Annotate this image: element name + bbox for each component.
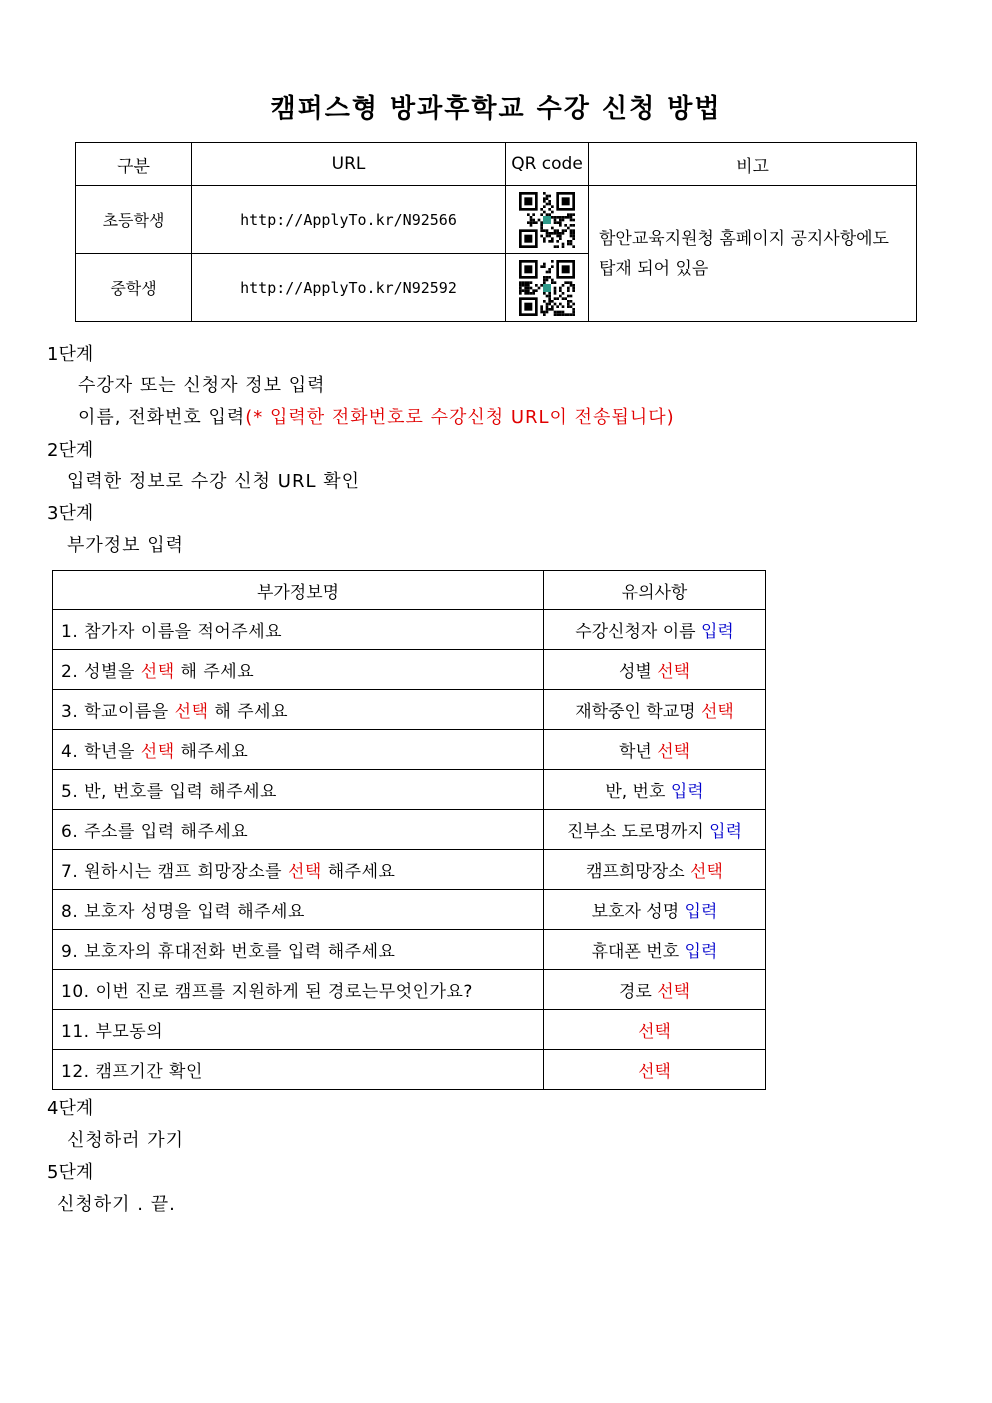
qr-cell xyxy=(506,186,589,254)
field-name-cell xyxy=(53,690,544,730)
field-note-cell xyxy=(544,890,766,930)
header-qr: QR code xyxy=(506,143,589,186)
field-name-cell xyxy=(53,1010,544,1050)
row-url-link[interactable]: http://ApplyTo.kr/N92592 xyxy=(192,254,506,322)
table-row xyxy=(53,890,766,930)
cell-text: 6. 주소를 입력 해주세요 xyxy=(61,822,249,842)
field-note-cell xyxy=(544,970,766,1010)
select-keyword: 선택 xyxy=(690,862,723,882)
header-category: 구분 xyxy=(76,143,192,186)
table-row xyxy=(53,650,766,690)
cell-text: 학년 xyxy=(618,742,658,762)
field-name-cell xyxy=(53,890,544,930)
cell-text: 경로 xyxy=(618,982,658,1002)
step-1-label: 1단계 xyxy=(47,344,94,365)
cell-text: 11. 부모동의 xyxy=(61,1022,164,1042)
field-note-cell xyxy=(544,850,766,890)
field-table-header xyxy=(53,571,766,610)
input-keyword: 입력 xyxy=(670,782,704,802)
cell-text: 캠프희망장소 xyxy=(586,862,691,882)
field-name-cell xyxy=(53,730,544,770)
step-5-line1: 신청하기 . 끝. xyxy=(57,1194,176,1215)
select-keyword: 선택 xyxy=(638,1062,671,1082)
cell-text: 9. 보호자의 휴대전화 번호를 입력 해주세요 xyxy=(61,942,396,962)
field-name-cell xyxy=(53,610,544,650)
select-keyword: 선택 xyxy=(174,702,209,722)
cell-text: 진부소 도로명까지 xyxy=(566,822,710,842)
field-name-cell xyxy=(53,810,544,850)
info-table-header xyxy=(76,143,917,186)
header-url: URL xyxy=(192,143,506,186)
field-name-cell xyxy=(53,930,544,970)
header-field-name: 부가정보명 xyxy=(53,571,544,610)
table-row xyxy=(76,186,917,254)
field-name-cell xyxy=(53,850,544,890)
cell-text: 보호자 성명 xyxy=(591,902,685,922)
step-2-line1: 입력한 정보로 수강 신청 URL 확인 xyxy=(67,471,360,492)
select-keyword: 선택 xyxy=(287,862,322,882)
cell-text: 해 주세요 xyxy=(174,662,255,682)
select-keyword: 선택 xyxy=(140,742,175,762)
field-note-cell xyxy=(544,650,766,690)
select-keyword: 선택 xyxy=(657,662,691,682)
field-table xyxy=(52,570,766,1090)
field-note-cell xyxy=(544,1050,766,1090)
cell-text: 휴대폰 번호 xyxy=(591,942,685,962)
field-note-cell xyxy=(544,730,766,770)
field-name-cell xyxy=(53,770,544,810)
field-note-cell xyxy=(544,810,766,850)
qr-code-icon[interactable] xyxy=(514,260,580,316)
cell-text: 재학중인 학교명 xyxy=(575,702,701,722)
table-row xyxy=(53,770,766,810)
field-note-cell xyxy=(544,930,766,970)
field-note-cell xyxy=(544,690,766,730)
header-note: 비고 xyxy=(589,143,917,186)
cell-text: 2. 성별을 xyxy=(61,662,141,682)
field-name-cell xyxy=(53,1050,544,1090)
select-keyword: 선택 xyxy=(140,662,175,682)
cell-text: 해 주세요 xyxy=(208,702,288,722)
cell-text: 7. 원하시는 캠프 희망장소를 xyxy=(61,862,288,882)
step-5-label: 5단계 xyxy=(47,1162,94,1183)
row-url-link[interactable]: http://ApplyTo.kr/N92566 xyxy=(192,186,506,254)
table-row xyxy=(53,1050,766,1090)
table-row xyxy=(53,610,766,650)
field-name-cell xyxy=(53,650,544,690)
table-row xyxy=(53,690,766,730)
cell-text: 5. 반, 번호를 입력 해주세요 xyxy=(61,782,277,802)
step-1-line1: 수강자 또는 신청자 정보 입력 xyxy=(78,375,326,396)
cell-text: 4. 학년을 xyxy=(61,742,141,762)
table-row xyxy=(53,730,766,770)
row-category: 중학생 xyxy=(76,254,192,322)
info-table xyxy=(75,142,917,322)
field-note-cell xyxy=(544,1010,766,1050)
header-field-note: 유의사항 xyxy=(544,571,766,610)
table-row xyxy=(53,930,766,970)
qr-cell xyxy=(506,254,589,322)
table-row xyxy=(53,810,766,850)
step-4-label: 4단계 xyxy=(47,1098,94,1119)
qr-code-icon[interactable] xyxy=(514,192,580,248)
field-note-cell xyxy=(544,610,766,650)
input-keyword: 입력 xyxy=(684,902,718,922)
select-keyword: 선택 xyxy=(700,702,734,722)
cell-text: 12. 캠프기간 확인 xyxy=(61,1062,203,1082)
input-keyword: 입력 xyxy=(709,822,743,842)
cell-text: 해주세요 xyxy=(321,862,396,882)
step-1-line2-text: 이름, 전화번호 입력 xyxy=(78,407,246,428)
field-name-cell xyxy=(53,970,544,1010)
cell-text: 반, 번호 xyxy=(605,782,671,802)
step-4-line1: 신청하러 가기 xyxy=(67,1130,185,1151)
cell-text: 3. 학교이름을 xyxy=(61,702,175,722)
cell-text: 해주세요 xyxy=(174,742,249,762)
field-note-cell xyxy=(544,770,766,810)
row-category: 초등학생 xyxy=(76,186,192,254)
cell-text: 8. 보호자 성명을 입력 해주세요 xyxy=(61,902,305,922)
select-keyword: 선택 xyxy=(657,982,691,1002)
input-keyword: 입력 xyxy=(700,622,734,642)
cell-text: 1. 참가자 이름을 적어주세요 xyxy=(61,622,283,642)
input-keyword: 입력 xyxy=(684,942,718,962)
page-title: 캠퍼스형 방과후학교 수강 신청 방법 xyxy=(270,94,722,124)
step-1-warning: (* 입력한 전화번호로 수강신청 URL이 전송됩니다) xyxy=(245,407,675,428)
table-row xyxy=(53,1010,766,1050)
step-2-label: 2단계 xyxy=(47,440,94,461)
table-row xyxy=(53,850,766,890)
select-keyword: 선택 xyxy=(657,742,691,762)
cell-text: 10. 이번 진로 캠프를 지원하게 된 경로는무엇인가요? xyxy=(61,982,473,1002)
cell-text: 수강신청자 이름 xyxy=(575,622,701,642)
step-3-line1: 부가정보 입력 xyxy=(67,535,185,556)
note-cell: 함안교육지원청 홈페이지 공지사항에도 탑재 되어 있음 xyxy=(589,186,917,322)
select-keyword: 선택 xyxy=(638,1022,671,1042)
cell-text: 성별 xyxy=(618,662,658,682)
table-row xyxy=(53,970,766,1010)
step-1-line2 xyxy=(78,403,675,429)
step-3-label: 3단계 xyxy=(47,503,94,524)
